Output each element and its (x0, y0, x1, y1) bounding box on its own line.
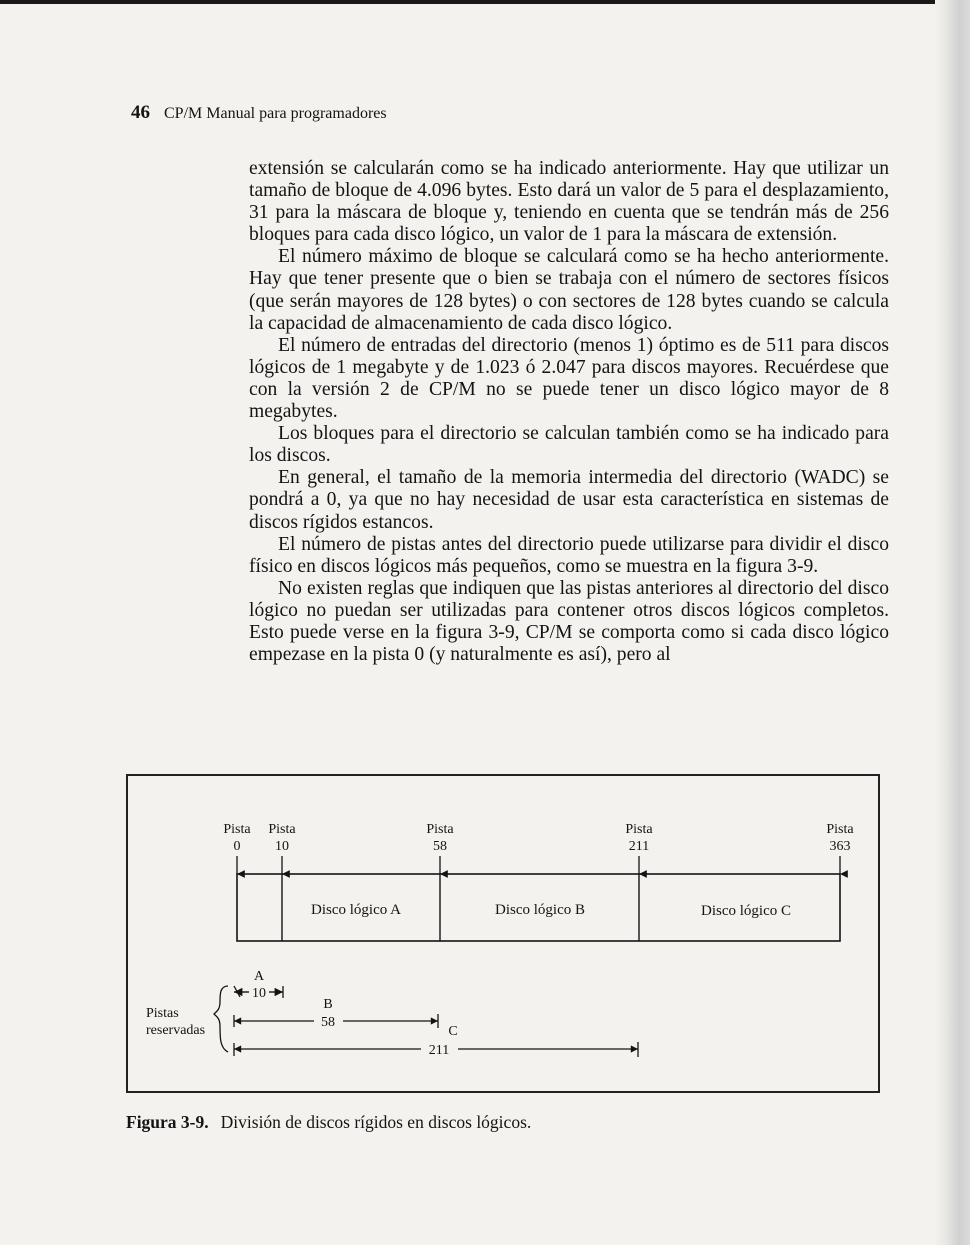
track-label-10 (268, 822, 296, 854)
caption-number: Figura 3-9. (126, 1112, 209, 1132)
reserved-a-letter: A (253, 969, 265, 984)
track-number: 0 (233, 839, 241, 854)
reserved-b-value: 58 (321, 1015, 335, 1030)
reserved-c-value: 211 (428, 1043, 450, 1058)
paragraph-continuation: extensión se calcularán como se ha indicado anteriormente. Hay que utilizar un tamaño de bloque de 4.096 bytes. Esto dará un valor de 5 para el desplazamiento, 31 para la máscara de bloque y, teniendo en cuenta que se tendrán más de 256 bloques para cada disco lógico, un valor de 1 para la máscara de extensión. (249, 158, 889, 246)
page-edge-shadow (935, 0, 970, 1245)
track-number: 58 (433, 839, 447, 854)
track-number: 363 (829, 839, 851, 854)
paragraph: Los bloques para el directorio se calculan también como se ha indicado para los discos. (249, 423, 889, 467)
reserved-b-letter: B (323, 997, 333, 1012)
paragraph: El número máximo de bloque se calculará como se ha hecho anteriormente. Hay que tener presente que o bien se trabaja con el número de sectores físicos (que serán mayores de 128 bytes) o con sectores de 128 bytes cuando se calcula la capacidad de almacenamiento de cada disco lógico. (249, 246, 889, 334)
reserved-label-line2: reservadas (146, 1023, 206, 1038)
running-header (131, 102, 387, 124)
running-title: CP/M Manual para programadores (164, 105, 387, 122)
caption-text: División de discos rígidos en discos lógicos. (220, 1112, 532, 1132)
figure-caption (126, 1112, 531, 1133)
track-word: Pista (625, 822, 653, 837)
track-label-363 (826, 822, 854, 854)
paragraph: No existen reglas que indiquen que las pistas anteriores al directorio del disco lógico no puedan ser utilizadas para contener otros discos lógicos completos. Esto puede verse en la figura 3-9, CP/M se comporta como si cada disco lógico empezase en la pista 0 (y naturalmente es así), pero al (249, 577, 889, 666)
track-pointer-arrows (237, 856, 840, 874)
track-word: Pista (223, 822, 251, 837)
paragraph: El número de pistas antes del directorio puede utilizarse para dividir el disco físico en discos lógicos más pequeños, como se muestra en la figura 3-9. (249, 533, 889, 577)
track-word: Pista (426, 822, 454, 837)
logical-disk-b-label: Disco lógico B (495, 902, 585, 918)
reserved-brace (214, 986, 228, 1052)
top-edge-rule (0, 0, 970, 4)
track-label-0 (223, 822, 251, 854)
reserved-label-line1: Pistas (146, 1006, 179, 1021)
track-label-58 (426, 822, 454, 854)
reserved-c-letter: C (448, 1024, 458, 1039)
paragraph: En general, el tamaño de la memoria intermedia del directorio (WADC) se pondrá a 0, ya que no hay necesidad de usar esta característica en sistemas de discos rígidos estancos. (249, 467, 889, 533)
paragraph: El número de entradas del directorio (menos 1) óptimo es de 511 para discos lógicos de 1 megabyte y de 1.023 ó 2.047 para discos mayores. Recuérdese que con la versión 2 de CP/M no se puede tener un disco lógico mayor de 8 megabytes. (249, 334, 889, 423)
track-label-211 (625, 822, 653, 854)
track-number: 10 (275, 839, 289, 854)
track-number: 211 (628, 839, 650, 854)
body-text (249, 158, 889, 666)
disk-division-diagram (128, 776, 882, 1095)
logical-disk-c-label: Disco lógico C (701, 903, 791, 919)
reserved-a-value: 10 (252, 986, 266, 1001)
page-number: 46 (131, 102, 150, 123)
logical-disk-a-label: Disco lógico A (311, 902, 401, 918)
track-word: Pista (268, 822, 296, 837)
track-word: Pista (826, 822, 854, 837)
figure-3-9 (126, 774, 880, 1093)
